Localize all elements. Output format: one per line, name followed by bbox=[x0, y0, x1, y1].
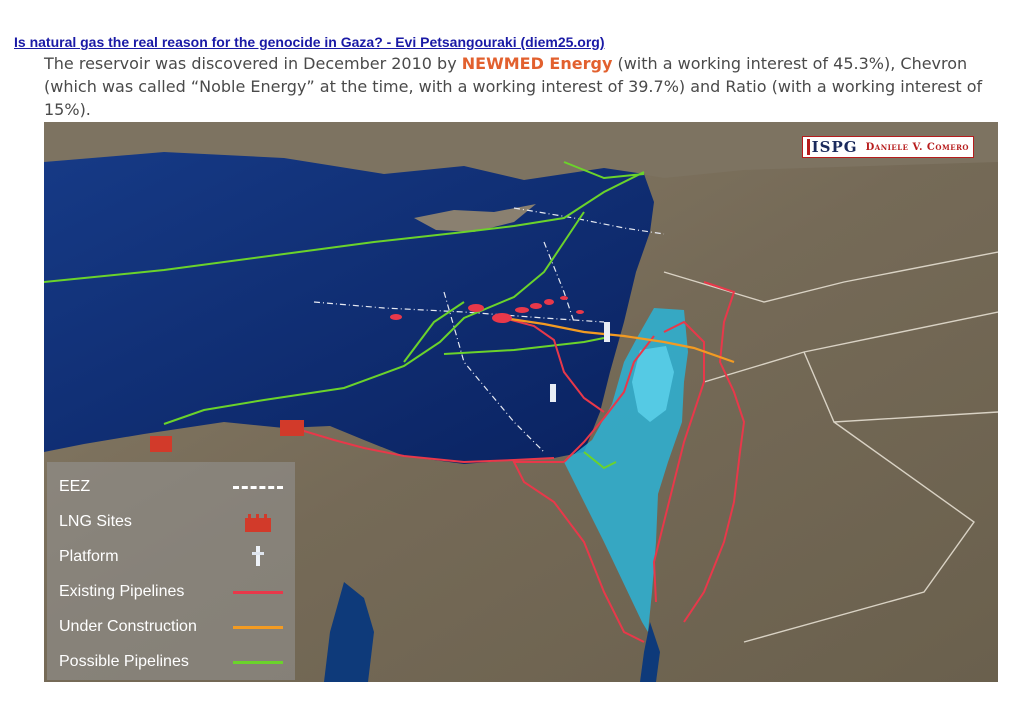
brand-author: Daniele V. Comero bbox=[865, 141, 969, 153]
possible-pipeline-icon bbox=[231, 652, 285, 672]
legend-item-lng bbox=[59, 509, 285, 535]
legend-label-eez: EEZ bbox=[59, 478, 91, 495]
article-link[interactable]: Is natural gas the real reason for the genocide in Gaza? - Evi Petsangouraki (diem25.org) bbox=[14, 34, 605, 50]
under-construction-icon bbox=[231, 617, 285, 637]
caption-part-1: The reservoir was discovered in December 2010 by bbox=[44, 54, 462, 73]
legend-label-lng: LNG Sites bbox=[59, 513, 132, 530]
legend-item-under-construction bbox=[59, 614, 285, 640]
legend-label-platform: Platform bbox=[59, 548, 119, 565]
platform-icon bbox=[231, 547, 285, 567]
legend-item-existing bbox=[59, 579, 285, 605]
legend-item-eez bbox=[59, 474, 285, 500]
caption-text bbox=[44, 52, 1004, 121]
ispg-brand bbox=[802, 136, 974, 158]
legend-item-possible bbox=[59, 649, 285, 675]
map-legend bbox=[47, 462, 295, 680]
mediterranean-sea bbox=[44, 152, 654, 464]
ispg-logo-text: ISPG bbox=[811, 138, 858, 156]
legend-label-possible: Possible Pipelines bbox=[59, 653, 189, 670]
legend-label-under-construction: Under Construction bbox=[59, 618, 197, 635]
gas-pipeline-map bbox=[44, 122, 998, 682]
legend-item-platform bbox=[59, 544, 285, 570]
legend-label-existing: Existing Pipelines bbox=[59, 583, 185, 600]
lng-icon bbox=[231, 512, 285, 532]
caption-part-2: (with a working interest of 45.3%), Chevron (which was called “Noble Energy” at the time, with a working interest of 39.7%) and Ratio (with a working interest of 15%). bbox=[44, 54, 983, 119]
dash-dot-line-icon bbox=[231, 477, 285, 497]
brand-bar bbox=[807, 139, 810, 155]
caption-highlight: NEWMED Energy bbox=[461, 54, 613, 73]
existing-pipeline-icon bbox=[231, 582, 285, 602]
